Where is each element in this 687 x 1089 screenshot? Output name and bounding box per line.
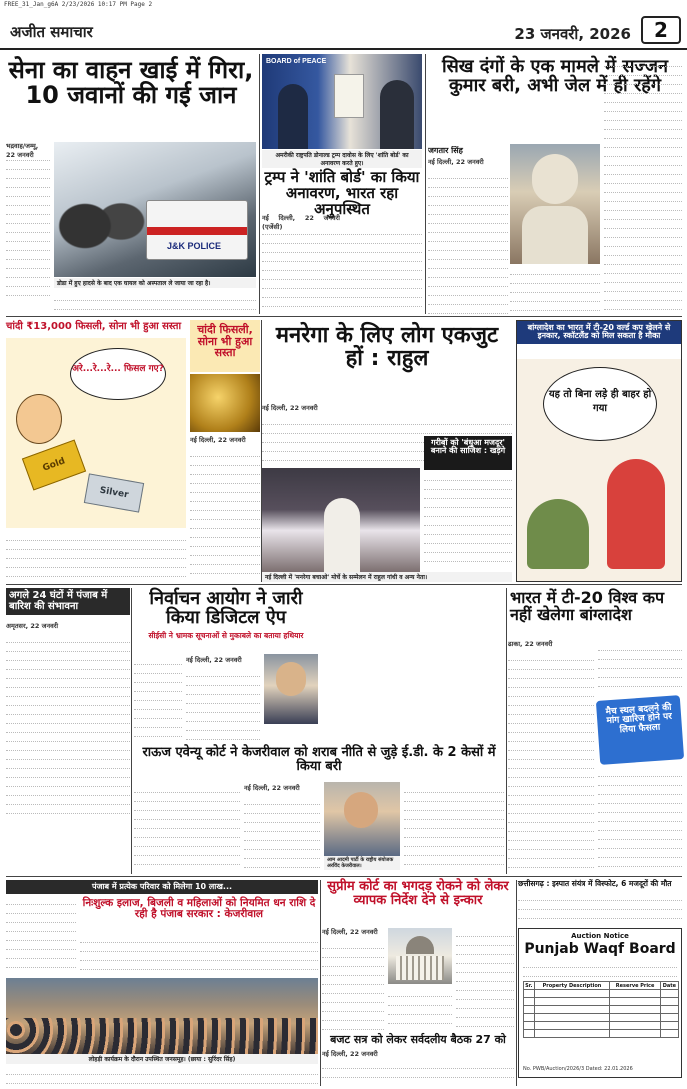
dateline-mnrega: नई दिल्ली, 22 जनवरी xyxy=(262,404,318,412)
body-punjab-bottom xyxy=(6,1066,318,1084)
body-gold xyxy=(190,448,260,582)
body-t20-right xyxy=(598,642,682,694)
auction-col-date: Date xyxy=(660,982,678,990)
caption-lohri: लोहड़ी कार्यक्रम के दौरान उपस्थित जनसमूह। (छाया : सुरिंदर सिंह) xyxy=(6,1054,318,1064)
story-army xyxy=(6,54,256,314)
headline-kejriwal: राऊज एवेन्यू कोर्ट ने केजरीवाल को शराब नीति से जुड़े ई.डी. के 2 केसों में किया बरी xyxy=(142,745,496,774)
headline-gold-left: चांदी ₹13,000 फिसली, सोना भी हुआ सस्ता xyxy=(6,321,182,332)
photo-kejriwal xyxy=(324,782,400,856)
photo-mnrega-rally xyxy=(262,468,420,572)
ambulance-vehicle xyxy=(146,200,248,260)
headline-army: सेना का वाहन खाई में गिरा, 10 जवानों की गई जान xyxy=(8,56,254,110)
dateline-trump: नई दिल्ली, 22 जनवरी (एजेंसी) xyxy=(262,214,340,231)
headline-election: निर्वाचन आयोग ने जारी किया डिजिटल ऐप xyxy=(149,588,303,628)
story-kejriwal xyxy=(134,746,504,872)
body-kharge xyxy=(424,472,512,570)
gold-bar-label: Gold xyxy=(41,456,67,474)
issue-date: 23 जनवरी, 2026 xyxy=(514,25,631,43)
story-supreme xyxy=(322,880,514,1030)
body-sajjan-right xyxy=(604,58,682,314)
headline-gold-right: चांदी फिसली, सोना भी हुआ सस्ता xyxy=(197,323,253,360)
headline-t20: भारत में टी-20 विश्व कप नहीं खेलेगा बांग्लादेश xyxy=(510,588,665,624)
auction-row xyxy=(524,998,679,1006)
gold-headline-box xyxy=(190,320,260,372)
headline-trump: ट्रम्प ने 'शांति बोर्ड' का किया अनावरण, भारत रहा अनुपस्थित xyxy=(264,168,420,218)
caption-kejriwal: आम आदमी पार्टी के राष्ट्रीय संयोजक अरविंद केजरीवाल। xyxy=(324,856,400,870)
cartoon-panel xyxy=(517,359,681,581)
court-dome xyxy=(406,936,434,954)
headline-kharge: गरीबों को 'बंधुआ मजदूर' बनाने की साजिश : खड़गे xyxy=(430,438,506,456)
vehicle-stripe xyxy=(147,227,247,235)
dateline-t20: ढाका, 22 जनवरी xyxy=(508,640,553,648)
auction-title: Auction Notice xyxy=(571,932,629,940)
print-slug: FREE_31_Jan_g6A 2/23/2026 10:17 PM Page 2 xyxy=(4,1,153,8)
auction-notice xyxy=(518,928,682,1078)
headline-weather: अगले 24 घंटों में पंजाब में बारिश की संभावना xyxy=(6,588,130,615)
auction-row xyxy=(524,1022,679,1030)
story-gold xyxy=(6,320,260,582)
col-divider-5 xyxy=(506,588,507,874)
body-kejriwal-left xyxy=(134,784,240,872)
col-divider-3 xyxy=(261,320,262,582)
body-punjab-left xyxy=(6,896,76,976)
photo-lohri-crowd xyxy=(6,978,318,1054)
headline-supreme: सुप्रीम कोर्ट का भगदड़ रोकने को लेकर व्यापक निर्देश देने से इन्कार xyxy=(327,879,509,908)
body-t20-left xyxy=(508,652,594,872)
col-divider-4 xyxy=(131,588,132,874)
body-t20-right-lower xyxy=(598,768,682,872)
photo-trump xyxy=(262,54,422,149)
bubble-text-t20: यह तो बिना लड़े ही बाहर हो गया xyxy=(548,389,652,414)
story-cartoon xyxy=(516,320,682,582)
board-banner: BOARD of PEACE xyxy=(266,58,327,65)
dateline-kejriwal: नई दिल्ली, 22 जनवरी xyxy=(244,784,300,792)
photo-cec xyxy=(264,654,318,724)
bubble-text-gold: अरे...रे...रे... फिसल गए? xyxy=(72,364,164,374)
auction-footer: No. PWB/Auction/2026/3 Dated: 22.01.2026 xyxy=(523,1066,633,1072)
auction-col-sr: Sr. xyxy=(525,982,533,989)
body-supreme-right xyxy=(456,928,514,1030)
body-supreme-left xyxy=(322,940,384,1030)
photo-gold-ornaments xyxy=(190,374,260,432)
masthead xyxy=(0,10,687,50)
cartoon-heading: बांग्लादेश का भारत में टी-20 वर्ल्ड कप खेलने से इनकार, स्कॉटलैंड को मिल सकता है मौका xyxy=(517,321,681,344)
auction-col-price: Reserve Price xyxy=(610,982,660,990)
t20-callout xyxy=(596,695,684,765)
photo-sajjan xyxy=(510,144,600,264)
dateline-gold: नई दिल्ली, 22 जनवरी xyxy=(190,436,246,444)
headline-budget: बजट सत्र को लेकर सर्वदलीय बैठक 27 को xyxy=(330,1033,506,1046)
cartoon-man-figure xyxy=(527,499,589,569)
speaker-figure xyxy=(324,498,360,572)
auction-row xyxy=(524,990,679,998)
auction-intro xyxy=(519,957,681,981)
crowd-group xyxy=(6,1018,318,1054)
body-gold-bottom xyxy=(6,532,186,582)
charter-document xyxy=(334,74,364,118)
col-divider-1 xyxy=(259,54,260,314)
dateline-supreme: नई दिल्ली, 22 जनवरी xyxy=(322,928,378,936)
headline-sajjan: सिख दंगों के एक मामले में सज्जन कुमार बरी, अभी जेल में ही रहेंगे xyxy=(441,56,669,96)
body-sajjan-left xyxy=(428,170,508,314)
cartoon-bubble-t20 xyxy=(543,367,657,441)
photo-supreme-court xyxy=(388,928,452,984)
turban-figure xyxy=(532,154,578,204)
row-divider-2 xyxy=(6,584,682,585)
col-divider-6 xyxy=(320,880,321,1086)
court-columns xyxy=(396,956,444,980)
body-election-mid xyxy=(186,668,260,742)
auction-table xyxy=(523,981,679,1038)
dateline-army: भद्रवाह/जम्मू, 22 जनवरी xyxy=(6,142,39,159)
reporter-sajjan: जगतार सिंह xyxy=(428,146,463,155)
row-divider-3 xyxy=(6,876,682,877)
gold-cartoon-panel xyxy=(6,338,186,528)
dateline-election: नई दिल्ली, 22 जनवरी xyxy=(186,656,242,664)
story-punjab-family xyxy=(6,896,318,1084)
dateline-sajjan: नई दिल्ली, 22 जनवरी xyxy=(428,158,484,166)
body-sajjan-mid xyxy=(510,266,600,314)
story-t20 xyxy=(508,588,682,872)
caption-army: डोडा में हुए हादसे के बाद एक घायल को अस्पताल ले जाया जा रहा है। xyxy=(54,278,256,288)
subhead-election: सीईसी ने भ्रामक सूचनाओं से मुकाबले का बताया हथियार xyxy=(148,630,304,640)
body-supreme-under xyxy=(388,988,452,1030)
col-divider-7 xyxy=(516,880,517,1086)
story-sajjan xyxy=(428,54,682,314)
caption-trump: अमरीकी राष्ट्रपति डोनाल्ड ट्रम्प दावोस के लिए 'शांति बोर्ड' का अनावरण करते हुए। xyxy=(262,150,422,168)
person-right xyxy=(380,80,414,149)
row-divider-1 xyxy=(6,316,682,317)
kharge-sidebar xyxy=(424,436,512,470)
vehicle-label: J&K POLICE xyxy=(167,241,222,251)
headline-mnrega: मनरेगा के लिए लोग एकजुट हों : राहुल xyxy=(275,323,499,372)
body-punjab-right xyxy=(80,934,318,976)
story-trump xyxy=(262,54,422,314)
person-left xyxy=(278,84,308,149)
body-army-bottom xyxy=(54,292,256,314)
auction-row xyxy=(524,1006,679,1014)
photo-army-accident xyxy=(54,142,256,277)
body-army xyxy=(6,152,50,312)
story-election xyxy=(134,588,318,742)
silver-bar xyxy=(84,473,144,512)
cartoon-woman-figure xyxy=(607,459,665,569)
cec-face xyxy=(276,662,306,696)
punjab-banner-text: पंजाब में प्रत्येक परिवार को मिलेगा 10 लाख... xyxy=(91,882,233,891)
dateline-weather: अमृतसर, 22 जनवरी xyxy=(6,622,59,630)
story-mnrega xyxy=(262,320,512,582)
body-kejriwal-mid xyxy=(244,796,320,872)
body-kejriwal-right xyxy=(404,784,504,872)
story-chhattisgarh xyxy=(518,880,682,926)
body-weather xyxy=(6,634,130,814)
auction-row xyxy=(524,1014,679,1022)
body-election-left xyxy=(134,656,182,742)
dateline-budget: नई दिल्ली, 22 जनवरी xyxy=(322,1050,378,1058)
body-figure xyxy=(522,206,588,264)
gold-bar xyxy=(22,439,86,490)
silver-bar-label: Silver xyxy=(98,485,130,501)
crowd-silhouette xyxy=(58,172,148,262)
kejriwal-face xyxy=(344,792,378,828)
col-divider-2 xyxy=(425,54,426,314)
story-punjab-weather xyxy=(6,588,130,814)
auction-row xyxy=(524,1030,679,1038)
auction-col-desc: Property Description xyxy=(534,982,610,990)
page-number: 2 xyxy=(641,16,681,44)
headline-chhattisgarh: छत्तीसगढ़ : इस्पात संयंत्र में विस्फोट, 6 मजदूरों की मौत xyxy=(518,879,672,888)
story-budget xyxy=(322,1034,514,1086)
body-trump xyxy=(262,226,422,314)
auction-org: Punjab Waqf Board xyxy=(524,941,676,957)
headline-punjab-family: निःशुल्क इलाज, बिजली व महिलाओं को नियमित धन राशि दे रही है पंजाब सरकार : केजरीवाल xyxy=(82,897,316,921)
body-chhattisgarh xyxy=(518,892,682,926)
callout-text-t20: मैच स्थल बदलने की मांग खारिज होने पर लिया फैसला xyxy=(605,702,673,736)
punjab-banner xyxy=(6,880,318,894)
body-budget xyxy=(322,1060,514,1086)
cartoon-bubble-gold xyxy=(70,348,166,400)
caption-mnrega: नई दिल्ली में 'मनरेगा बचाओ' मोर्चे के सम्मेलन में राहुल गांधी व अन्य नेता। xyxy=(262,572,512,582)
cartoon-figure-falling xyxy=(16,394,62,444)
paper-name: अजीत समाचार xyxy=(10,23,93,41)
